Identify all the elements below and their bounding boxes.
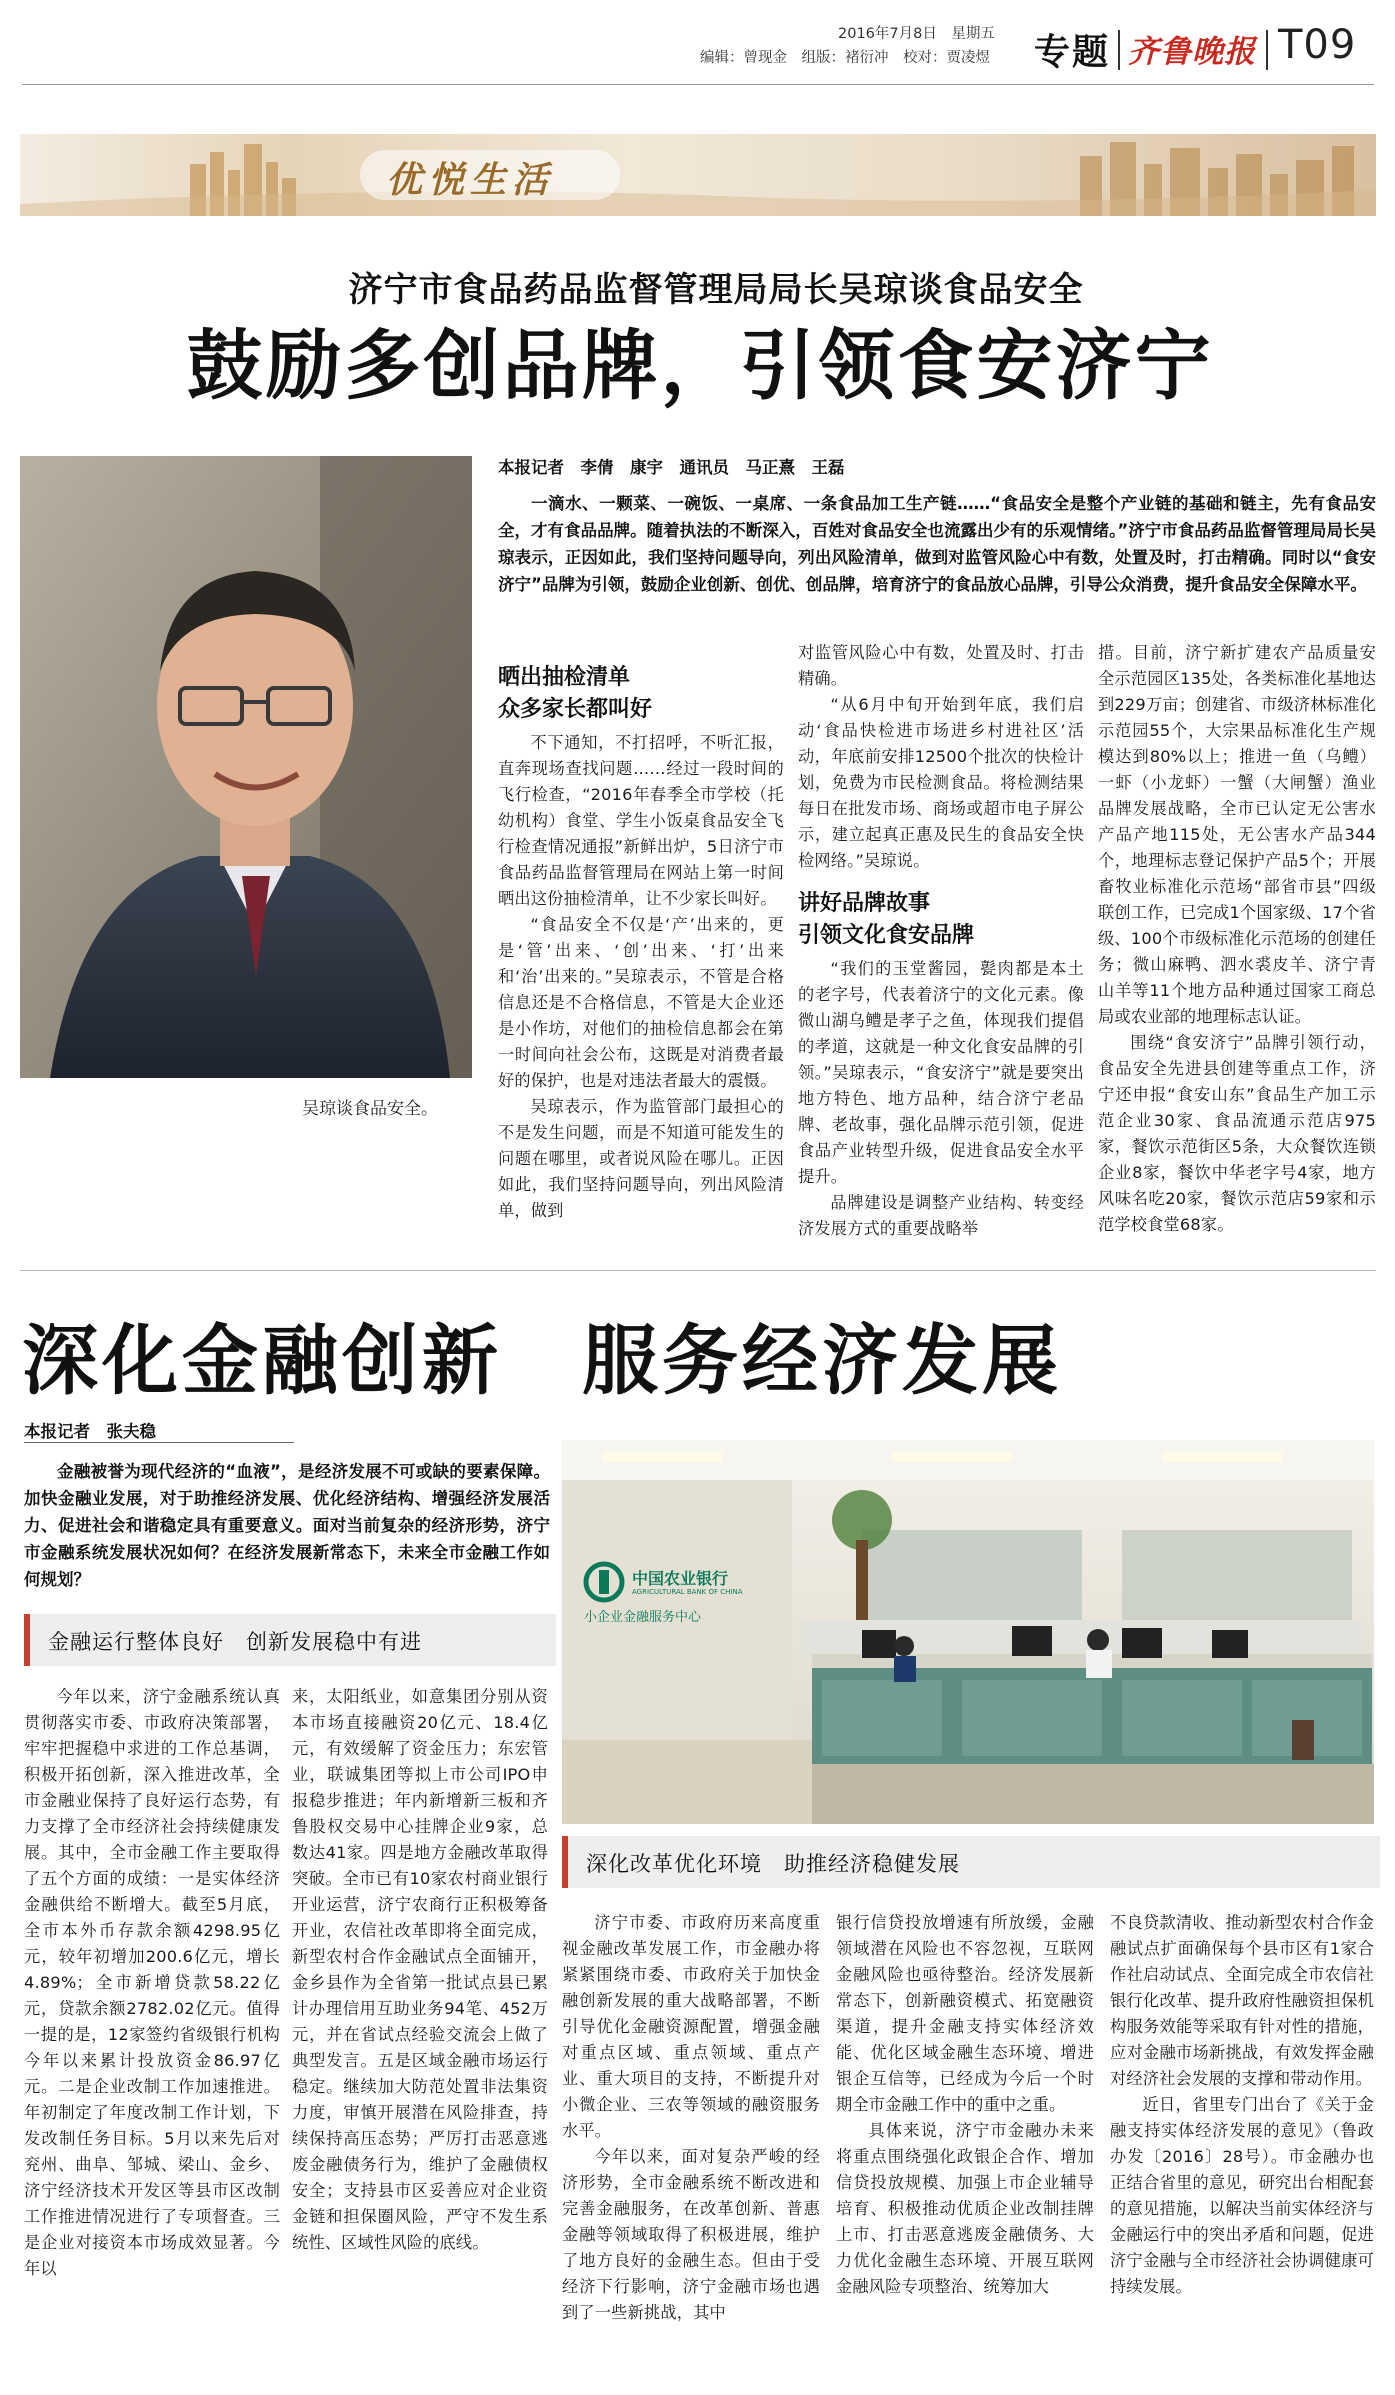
paragraph: 对监管风险心中有数，处置及时、打击精确。 [798, 643, 1084, 688]
subhead-2-line2: 引领文化食安品牌 [798, 923, 975, 948]
article1-subhead-1 [498, 662, 784, 726]
paragraph: 银行信贷投放增速有所放缓，金融领域潜在风险也不容忽视，互联网金融风险也亟待整治。经济发展新常态下，创新融资模式、拓宽融资渠道，提升金融支持实体经济效能、优化区域金融生态环境、增进银企互信等，已经成为今后一个时期全市金融工作中的重中之重。 [836, 1913, 1094, 2114]
section-box-1-title: 金融运行整体良好 创新发展稳中有进 [48, 1630, 422, 1654]
paragraph: 来，太阳纸业，如意集团分别从资本市场直接融资20亿元、18.4亿元，有效缓解了资金压力；东宏管业，联诚集团等拟上市公司IPO申报稳步推进；年内新增新三板和齐鲁股权交易中心挂牌企业9家，总数达41家。四是地方金融改革取得突破。全市已有10家农村商业银行开业运营，济宁农商行正积极筹备开业，农信社改革即将全面完成，新型农村合作金融试点全面铺开，金乡县作为全省第一批试点县已累计办理信用互助业务94笔、452万元，并在省试点经验交流会上做了典型发言。五是区域金融市场运行稳定。继续加大防范处置非法集资力度，审慎开展潜在风险排查，持续保持高压态势；严厉打击恶意逃废金融债务行为，维护了金融债权安全；支持县市区妥善应对企业资金链和担保圈风险，严守不发生系统性、区域性风险的底线。 [292, 1687, 548, 2252]
header-credits: 编辑：曾现金 组版：褚衍冲 校对：贾凌煜 [700, 50, 990, 66]
article2-lead [24, 1458, 550, 1593]
article1-col2b [798, 956, 1084, 1242]
article1-subhead-2 [798, 888, 1084, 952]
paragraph: 不下通知，不打招呼，不听汇报，直奔现场查找问题……经过一段时间的飞行检查，“2016年春季全市学校（托幼机构）食堂、学生小饭桌食品安全飞行检查情况通报”新鲜出炉，5日济宁市食品药品监督管理局在网站上第一时间晒出这份抽检清单，让不少家长叫好。 [498, 733, 784, 908]
article1-col2a [798, 640, 1084, 874]
banner [20, 134, 1376, 216]
banner-title: 优悦生活 [386, 159, 555, 201]
article2-col4 [836, 1910, 1094, 2300]
paragraph: “食品安全不仅是‘产’出来的，更是‘管’出来、‘创’出来、‘打’出来和‘治’出来的。”吴琼表示，不管是合格信息还是不合格信息，不管是大企业还是小作坊，对他们的抽检信息都会在第一时间向社会公布，这既是对消费者最好的保护，也是对违法者最大的震慑。 [498, 915, 784, 1090]
paragraph: 具体来说，济宁市金融办未来将重点围绕强化政银企合作、增加信贷投放规模、加强上市企业辅导培育、积极推动优质企业改制挂牌上市、打击恶意逃废金融债务、大力优化金融生态环境、开展互联网金融风险专项整治、统筹加大 [836, 2121, 1094, 2296]
bank-sign-sub: 小企业金融服务中心 [584, 1610, 702, 1625]
page-number: T09 [1278, 22, 1357, 68]
header-divider-2 [1266, 30, 1268, 70]
article2-col2 [292, 1684, 548, 2256]
portrait-caption: 吴琼谈食品安全。 [302, 1099, 438, 1119]
article1-headline: 鼓励多创品牌，引领食安济宁 [186, 321, 1214, 410]
article2-byline: 本报记者 张夫稳 [24, 1422, 156, 1441]
subhead-1-line2: 众多家长都叫好 [498, 697, 653, 722]
section-label: 专题 [1034, 32, 1111, 73]
bank-office-photo [562, 1440, 1374, 1824]
article1-col1 [498, 730, 784, 1224]
article1-kicker: 济宁市食品药品监督管理局局长吴琼谈食品安全 [348, 270, 1084, 310]
paragraph: 品牌建设是调整产业结构、转变经济发展方式的重要战略举 [798, 1193, 1084, 1238]
paragraph: 济宁市委、市政府历来高度重视金融改革发展工作，市金融办将紧紧围绕市委、市政府关于加快金融创新发展的重大战略部署，不断引导优化金融资源配置，增强金融对重点区域、重点领域、重点产业、重大项目的支持，不断提升对小微企业、三农等领域的融资服务水平。 [562, 1913, 820, 2140]
subhead-2-line1: 讲好品牌故事 [798, 891, 931, 916]
paper-logo: 齐鲁晚报 [1128, 34, 1256, 70]
header-date: 2016年7月8日 星期五 [838, 26, 995, 42]
article2-lead-text: 金融被誉为现代经济的“血液”，是经济发展不可或缺的要素保障。加快金融业发展，对于助推经济发展、优化经济结构、增强经济发展活力、促进社会和谐稳定具有重要意义。面对当前复杂的经济形势，济宁市金融系统发展状况如何？在经济发展新常态下，未来全市金融工作如何规划？ [24, 1462, 550, 1589]
article2-headline: 深化金融创新 服务经济发展 [22, 1316, 1062, 1405]
portrait-photo [20, 456, 472, 1078]
paragraph: 近日，省里专门出台了《关于金融支持实体经济发展的意见》（鲁政办发〔2016〕28号）。市金融办也正结合省里的意见，研究出台相配套的意见措施，以解决当前实体经济与金融运行中的突出矛盾和问题，促进济宁金融与全市经济社会协调健康可持续发展。 [1110, 2095, 1374, 2296]
office-illustration [562, 1440, 1374, 1824]
article-separator [20, 1270, 1376, 1271]
article2-col3 [562, 1910, 820, 2326]
header-rule [22, 84, 1374, 85]
paragraph: 今年以来，济宁金融系统认真贯彻落实市委、市政府决策部署，牢牢把握稳中求进的工作总基调，积极开拓创新，深入推进改革，全市金融业保持了良好运行态势，有力支撑了全市经济社会持续健康发展。其中，全市金融工作主要取得了五个方面的成绩：一是实体经济金融供给不断增大。截至5月底，全市本外币存款余额4298.95亿元，较年初增加200.6亿元，增长4.89%；全市新增贷款58.22亿元，贷款余额2782.02亿元。值得一提的是，12家签约省级银行机构今年以来累计投放资金86.97亿元。二是企业改制工作加速推进。年初制定了年度改制工作计划，下发改制任务目标。5月以来先后对兖州、曲阜、邹城、梁山、金乡、济宁经济技术开发区等县市区改制工作推进情况进行了专项督查。三是企业对接资本市场成效显著。今年以 [24, 1687, 280, 2278]
bank-sign-en: AGRICULTURAL BANK OF CHINA [632, 1588, 743, 1596]
paragraph: 今年以来，面对复杂严峻的经济形势，全市金融系统不断改进和完善金融服务，在改革创新、普惠金融等领域取得了积极进展，维护了地方良好的金融生态。但由于受经济下行影响，济宁金融市场也遇到了一些新挑战，其中 [562, 2147, 820, 2322]
paragraph: “我们的玉堂酱园，甏肉都是本土的老字号，代表着济宁的文化元素。像微山湖乌鳢是孝子之鱼，体现我们提倡的孝道，这就是一种文化食安品牌的引领。”吴琼表示，“食安济宁”就是要突出地方特色、地方品种，结合济宁老品牌、老故事，强化品牌示范引领，促进食品产业转型升级，促进食品安全水平提升。 [798, 959, 1084, 1186]
subhead-1-line1: 晒出抽检清单 [498, 665, 631, 690]
paragraph: 围绕“食安济宁”品牌引领行动，食品安全先进县创建等重点工作，济宁还申报“食安山东”食品生产加工示范企业30家、食品流通示范店975家，餐饮示范街区5条，大众餐饮连锁企业8家，餐饮中华老字号4家，地方风味名吃20家，餐饮示范店59家和示范学校食堂68家。 [1098, 1033, 1376, 1234]
portrait-illustration [20, 456, 472, 1078]
paragraph: 措。目前，济宁新扩建农产品质量安全示范园区135处，各类标准化基地达到229万亩；创建省、市级济林标准化示范园55个，大宗果品标准化生产规模达到80%以上；推进一鱼（乌鳢）一虾（小龙虾）一蟹（大闸蟹）渔业品牌发展战略，全市已认定无公害水产品产地115处，无公害水产品344个，地理标志登记保护产品5个；开展畜牧业标准化示范场“部省市县”四级联创工作，已完成1个国家级、17个省级、100个市级标准化示范场的创建任务；微山麻鸭、泗水裘皮羊、济宁青山羊等11个地方品种通过国家工商总局或农业部的地理标志认证。 [1098, 643, 1376, 1026]
paragraph: 吴琼表示，作为监管部门最担心的不是发生问题，而是不知道可能发生的问题在哪里，或者说风险在哪儿。正因如此，我们坚持问题导向，列出风险清单，做到 [498, 1097, 784, 1220]
article1-lead [498, 490, 1376, 598]
article1-col3 [1098, 640, 1376, 1238]
bank-sign-cn: 中国农业银行 [632, 1569, 729, 1588]
article1-lead-text: 一滴水、一颗菜、一碗饭、一桌席、一条食品加工生产链……“食品安全是整个产业链的基础和链主，先有食品安全，才有食品品牌。随着执法的不断深入，百姓对食品安全也流露出少有的乐观情绪。”济宁市食品药品监督管理局局长吴琼表示，正因如此，我们坚持问题导向，列出风险清单，做到对监管风险心中有数，处置及时，打击精确。同时以“食安济宁”品牌为引领，鼓励企业创新、创优、创品牌，培育济宁的食品放心品牌，引导公众消费，提升食品安全保障水平。 [498, 494, 1376, 594]
header-divider [1118, 30, 1120, 70]
paragraph: 不良贷款清收、推动新型农村合作金融试点扩面确保每个县市区有1家合作社启动试点、全面完成全市农信社银行化改革、提升政府性融资担保机构服务效能等采取有针对性的措施，应对金融市场新挑战，有效发挥金融对经济社会发展的支撑和带动作用。 [1110, 1913, 1374, 2088]
article2-col1 [24, 1684, 280, 2282]
skyline-graphic [20, 134, 1376, 216]
paragraph: “从6月中旬开始到年底，我们启动‘食品快检进市场进乡村进社区’活动，年底前安排12500个批次的快检计划，免费为市民检测食品。将检测结果每日在批发市场、商场或超市电子屏公示，建立起真正惠及民生的食品安全快检网络。”吴琼说。 [798, 695, 1084, 870]
article1-byline: 本报记者 李倩 康宇 通讯员 马正熹 王磊 [498, 458, 845, 477]
article2-col5 [1110, 1910, 1374, 2300]
byline-rule [24, 1442, 294, 1443]
section-box-2-title: 深化改革优化环境 助推经济稳健发展 [586, 1852, 960, 1876]
